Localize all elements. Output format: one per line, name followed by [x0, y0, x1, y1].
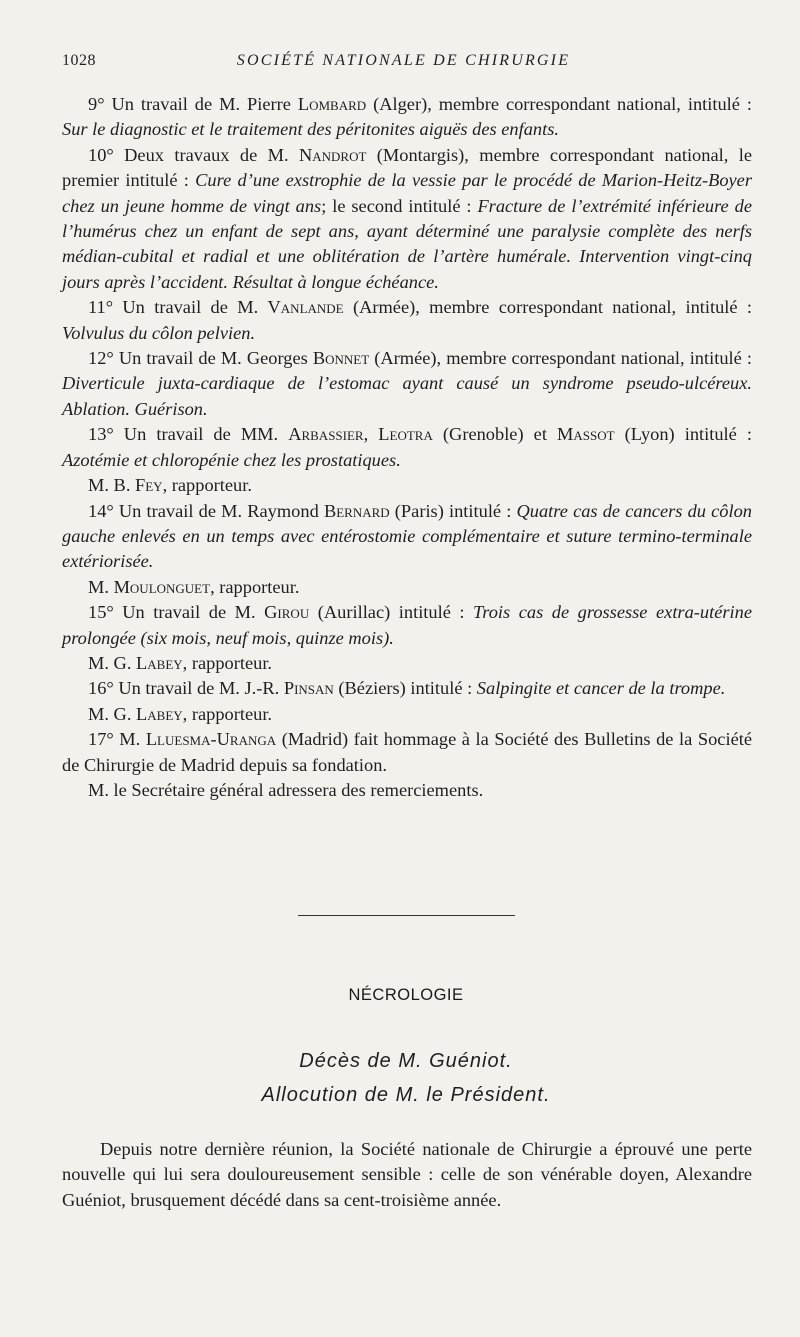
rapporteur-name: Fey [135, 475, 163, 496]
item-text: (Grenoble) et [432, 424, 558, 445]
work-title: Fracture de l’extrémité inférieure de l’humérus chez un enfant de sept ans, ayant déterminé une paralysie complète des nerfs médian-cubital et radial et une oblitération de l’artère humérale. Intervention vingt-cinq jours après l’accident. Résultat à longue échéance. [62, 195, 752, 292]
item-text: , [363, 424, 379, 445]
item-text: 9° Un travail de M. Pierre [88, 94, 298, 114]
rapporteur-name: Labey [136, 703, 183, 724]
item-text: (Montargis), membre correspondant national, le premier intitulé : [62, 144, 752, 191]
work-title: Quatre cas de cancers du côlon gauche enlevés en un temps avec entérostomie complémentaire et suture termino-terminale extériorisée. [62, 500, 752, 572]
page-header [62, 52, 745, 76]
item-11 [62, 295, 752, 346]
item-text: 16° Un travail de M. J.-R. [88, 678, 284, 699]
item-text: 12° Un travail de M. Georges [88, 348, 313, 369]
item-text: M. G. [88, 703, 137, 724]
page-number: 1028 [62, 52, 96, 69]
obituary-paragraph: Depuis notre dernière réunion, la Société nationale de Chirurgie a éprouvé une perte nouvelle qui lui sera douloureusement sensible : celle de son vénérable doyen, Alexandre Guéniot, brusquement décédé dans sa cent-troisième année. [62, 1139, 752, 1210]
work-title: Diverticule juxta-cardiaque de l’estomac ayant causé un syndrome pseudo-ulcéreux. Ablation. Guérison. [62, 373, 752, 419]
work-title: Salpingite et cancer de la trompe. [476, 678, 726, 699]
item-9 [62, 92, 752, 143]
rapporteur-line [62, 702, 752, 727]
obituary-title-line1: Décès de M. Guéniot. [299, 1050, 513, 1072]
item-text: 17° M. [88, 729, 146, 750]
item-text: (Paris) intitulé : [389, 500, 517, 521]
work-title: Azotémie et chloropénie chez les prostatiques. [62, 449, 401, 470]
item-text: 11° Un travail de M. [88, 297, 268, 318]
item-text: (Armée), membre correspondant national, intitulé : [369, 348, 752, 369]
author-name: Girou [264, 602, 310, 623]
rapporteur-line [62, 575, 752, 600]
author-name: Lombard [297, 94, 367, 114]
author-name: Vanlande [267, 297, 344, 318]
item-text: , rapporteur. [182, 652, 273, 673]
work-title: Volvulus du côlon pelvien. [62, 322, 256, 343]
item-12 [62, 346, 752, 422]
rapporteur-name: Moulonguet [113, 576, 211, 597]
author-name: Massot [557, 424, 615, 445]
item-text: (Madrid) fait hommage à la Société des Bulletins de la Société de Chirurgie de Madrid depuis sa fondation. [62, 729, 753, 775]
item-text: (Lyon) intitulé : [614, 424, 753, 445]
author-name: Arbassier [288, 424, 364, 445]
item-text: M. G. [88, 652, 137, 673]
item-text: M. B. [88, 475, 136, 496]
rapporteur-line [62, 651, 752, 676]
item-text: , rapporteur. [210, 576, 300, 597]
item-text: ; le second intitulé : [321, 195, 478, 216]
item-text: 15° Un travail de M. [88, 602, 265, 623]
author-name: Nandrot [298, 144, 367, 165]
running-title: SOCIÉTÉ NATIONALE DE CHIRURGIE [236, 52, 571, 69]
work-title: Trois cas de grossesse extra-utérine prolongée (six mois, neuf mois, quinze mois). [62, 602, 753, 648]
item-text: 14° Un travail de M. Raymond [88, 500, 324, 521]
item-14 [62, 499, 752, 575]
item-17 [62, 727, 752, 778]
item-text: 13° Un travail de MM. [88, 424, 289, 445]
necrologie-heading: NÉCROLOGIE [348, 986, 464, 1004]
rapporteur-line [62, 473, 752, 498]
item-text: , rapporteur. [182, 703, 273, 724]
item-16 [62, 676, 752, 701]
secretary-note: M. le Secrétaire général adressera des remerciements. [88, 779, 484, 800]
item-10 [62, 143, 752, 295]
rapporteur-name: Labey [136, 652, 183, 673]
items-list [62, 92, 752, 803]
item-text: (Aurillac) intitulé : [309, 602, 474, 623]
item-text: M. [88, 576, 114, 597]
item-13 [62, 422, 752, 473]
obituary-title-line2: Allocution de M. le Président. [261, 1084, 551, 1106]
item-text: 10° Deux travaux de M. [88, 144, 299, 165]
item-15 [62, 600, 752, 651]
obituary-body [62, 1137, 752, 1213]
item-text: (Armée), membre correspondant national, intitulé : [343, 297, 753, 318]
item-text: (Béziers) intitulé : [333, 678, 477, 699]
item-text: , rapporteur. [162, 475, 252, 496]
author-name: Bernard [323, 500, 390, 521]
item-text: (Alger), membre correspondant national, intitulé : [366, 94, 752, 114]
section-divider [298, 915, 515, 916]
work-title: Cure d’une exstrophie de la vessie par le procédé de Marion-Heitz-Boyer chez un jeune homme de vingt ans [62, 170, 753, 216]
author-name: Pinsan [283, 678, 334, 699]
author-name: Lluesma-Uranga [145, 729, 277, 750]
work-title: Sur le diagnostic et le traitement des péritonites aiguës des enfants. [62, 119, 559, 140]
author-name: Leotra [378, 424, 433, 445]
obituary-title [0, 1044, 800, 1112]
author-name: Bonnet [312, 348, 370, 369]
